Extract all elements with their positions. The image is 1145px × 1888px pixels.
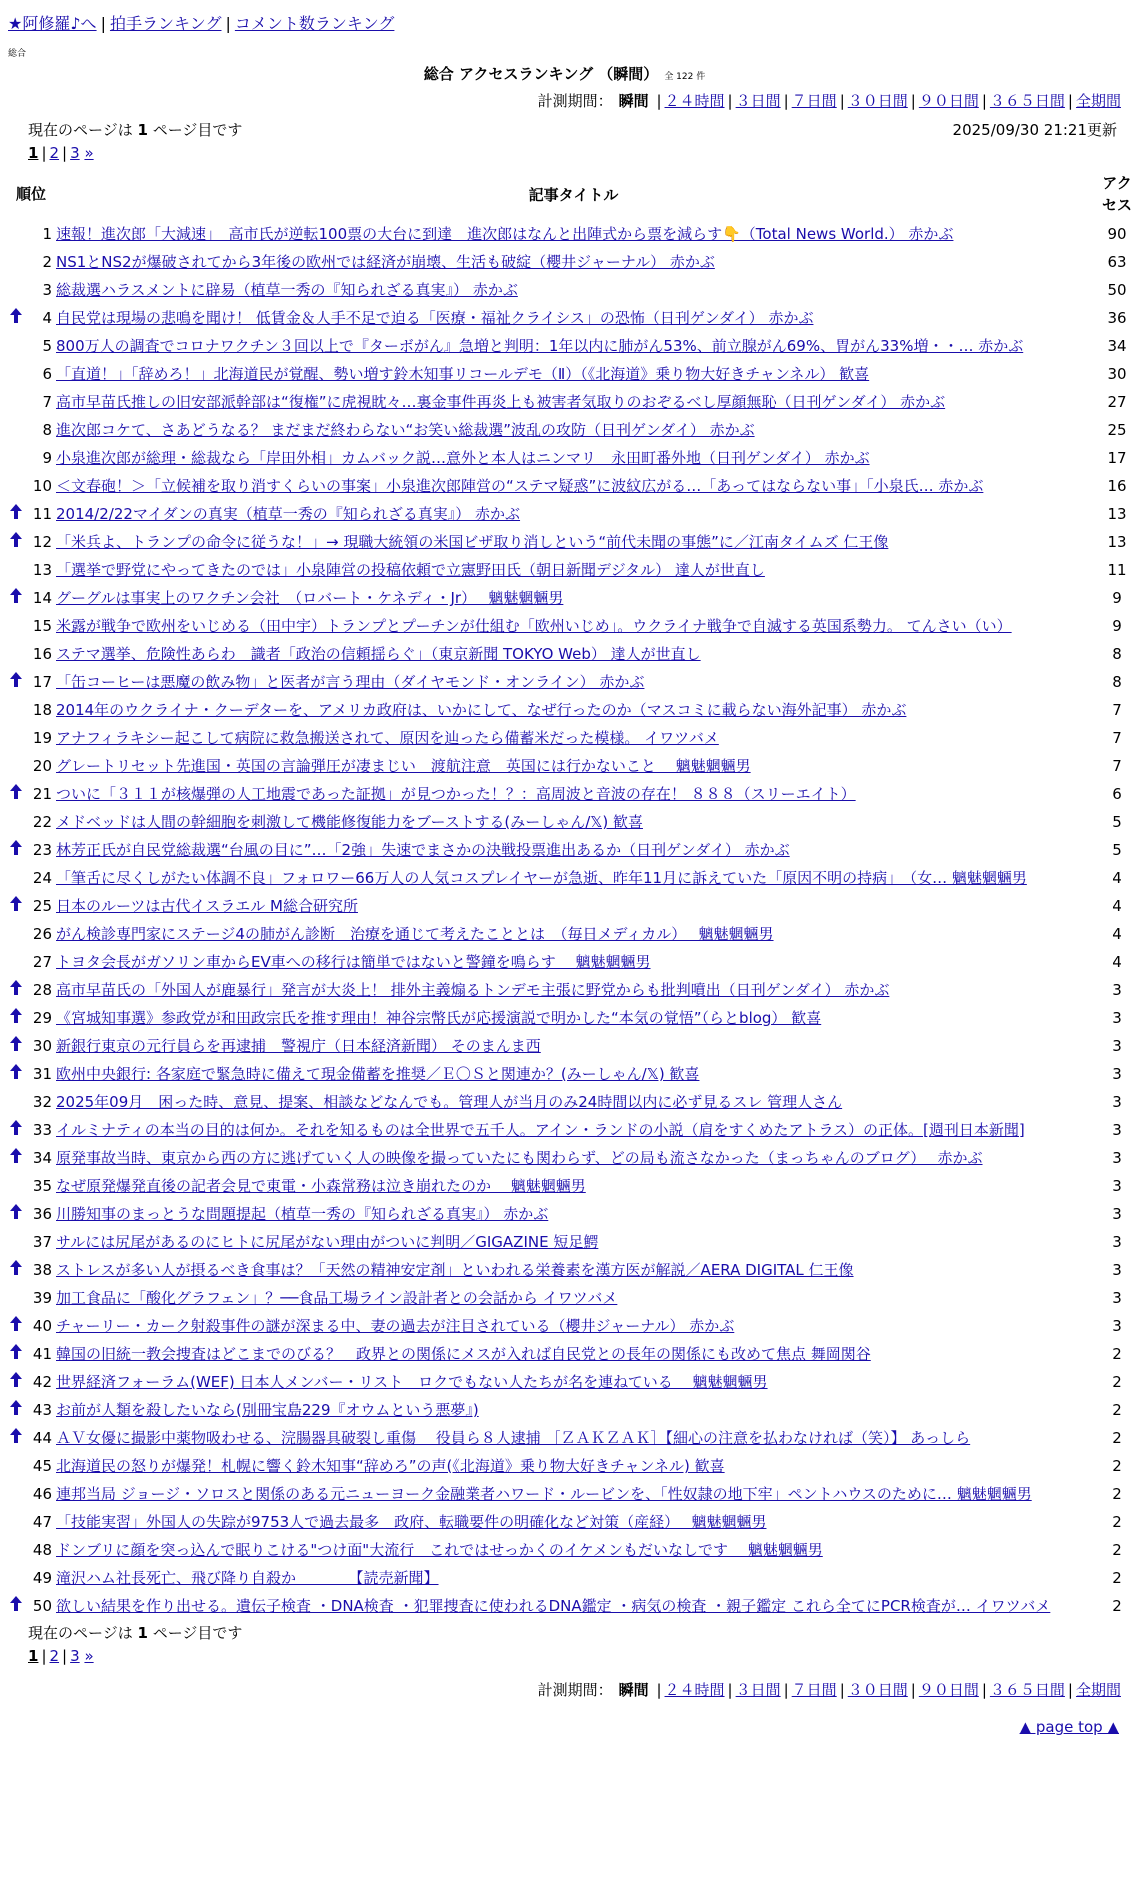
article-title-link[interactable]: 林芳正氏が自民党総裁選“台風の目に”…「2強」失速でまさかの決戦投票進出あるか（日刊ゲンダイ） 赤かぶ <box>56 841 790 859</box>
table-row <box>8 304 1141 332</box>
rank-number: 34 <box>32 1149 52 1167</box>
rank-number: 11 <box>32 505 52 523</box>
rank-number: 9 <box>42 449 52 467</box>
rank-number: 24 <box>32 869 52 887</box>
rank-number: 31 <box>32 1065 52 1083</box>
rank-up-arrow-icon <box>10 1401 22 1419</box>
table-row <box>8 1284 1141 1312</box>
rank-number: 42 <box>32 1373 52 1391</box>
access-count: 2 <box>1112 1457 1122 1475</box>
table-row <box>8 528 1141 556</box>
rank-number: 40 <box>32 1317 52 1335</box>
table-row <box>8 1256 1141 1284</box>
rank-number: 10 <box>32 477 52 495</box>
table-row <box>8 276 1141 304</box>
table-row <box>8 780 1141 808</box>
rank-up-arrow-icon <box>10 981 22 999</box>
rank-number: 38 <box>32 1261 52 1279</box>
period-separator: | <box>1067 92 1073 110</box>
period-link[interactable]: 全期間 <box>1075 92 1121 110</box>
period-link[interactable]: ３６５日間 <box>989 92 1065 110</box>
page-info-row-bottom <box>8 1622 1121 1643</box>
rank-number: 46 <box>32 1485 52 1503</box>
article-title-link[interactable]: 北海道民の怒りが爆発！札幌に響く鈴木知事“辞めろ”の声(《北海道》乗り物大好きチャンネル) 歓喜 <box>56 1457 725 1475</box>
period-link[interactable]: ３日間 <box>735 92 781 110</box>
page-link[interactable]: 3 <box>70 144 80 162</box>
current-page: 1 <box>28 144 39 162</box>
category-label: 総合 <box>8 49 27 59</box>
current-page-number: 1 <box>137 1624 148 1642</box>
article-title-link[interactable]: ついに「３１１が核爆弾の人工地震であった証拠」が見つかった！？：高周波と音波の存在！ ８８８（スリーエイト） <box>56 785 856 803</box>
access-count: 9 <box>1112 617 1122 635</box>
rank-up-arrow-icon <box>10 533 22 551</box>
rank-number: 32 <box>32 1093 52 1111</box>
access-count: 9 <box>1112 589 1122 607</box>
pager-separator: | <box>62 1647 68 1665</box>
table-row <box>8 1564 1141 1592</box>
period-link[interactable]: ７日間 <box>791 1681 837 1699</box>
access-count: 7 <box>1112 729 1122 747</box>
table-row <box>8 1116 1141 1144</box>
access-count: 2 <box>1112 1345 1122 1363</box>
table-row <box>8 836 1141 864</box>
rank-number: 2 <box>42 253 52 271</box>
article-title-link[interactable]: ＜文春砲！＞「立候補を取り消すくらいの事案」小泉進次郎陣営の“ステマ疑惑”に波紋広がる…「あってはならない事」「小泉氏… 赤かぶ <box>56 477 984 495</box>
rank-up-arrow-icon <box>10 1009 22 1027</box>
page-top-row <box>8 1718 1121 1736</box>
pager-separator: | <box>41 144 47 162</box>
article-title-link[interactable]: アナフィラキシー起こして病院に救急搬送されて、原因を辿ったら備蓄米だった模様。 イワツバメ <box>56 729 719 747</box>
period-separator: | <box>727 1681 733 1699</box>
current-page: 1 <box>28 1647 39 1665</box>
article-title-link[interactable]: 世界経済フォーラム(WEF) 日本人メンバー・リスト ロクでもない人たちが名を連ねている 魑魅魍魎男 <box>56 1373 768 1391</box>
article-title-link[interactable]: グレートリセット先進国・英国の言論弾圧が凄まじい 渡航注意 英国には行かないこと 魑魅魍魎男 <box>56 757 751 775</box>
article-title-link[interactable]: NS1とNS2が爆破されてから3年後の欧州では経済が崩壊、生活も破綻（櫻井ジャーナル） 赤かぶ <box>56 253 715 271</box>
nav-separator: | <box>225 14 231 33</box>
access-count: 25 <box>1107 421 1127 439</box>
rank-number: 14 <box>32 589 52 607</box>
article-title-link[interactable]: 加工食品に「酸化グラフェン」？──食品工場ライン設計者との会話から イワツバメ <box>56 1289 618 1307</box>
period-separator: | <box>839 1681 845 1699</box>
article-title-link[interactable]: 「選挙で野党にやってきたのでは」小泉陣営の投稿依頼で立憲野田氏（朝日新聞デジタル） 達人が世直し <box>56 561 765 579</box>
table-row <box>8 1088 1141 1116</box>
table-row <box>8 556 1141 584</box>
period-selector-bottom <box>8 1679 1121 1700</box>
period-separator: | <box>656 92 662 110</box>
article-title-link[interactable]: 「直道！」「辞めろ！」北海道民が覚醒、勢い増す鈴木知事リコールデモ（Ⅱ）（《北海道》乗り物大好きチャンネル） 歓喜 <box>56 365 870 383</box>
rank-number: 36 <box>32 1205 52 1223</box>
access-count: 5 <box>1112 813 1122 831</box>
table-row <box>8 920 1141 948</box>
rank-up-arrow-icon <box>10 1149 22 1167</box>
rank-number: 20 <box>32 757 52 775</box>
access-count: 13 <box>1107 533 1127 551</box>
rank-number: 35 <box>32 1177 52 1195</box>
rank-number: 29 <box>32 1009 52 1027</box>
rank-number: 16 <box>32 645 52 663</box>
article-title-link[interactable]: 米露が戦争で欧州をいじめる（田中宇）トランプとプーチンが仕組む「欧州いじめ」。ウクライナ戦争で自滅する英国系勢力。 てんさい（い） <box>56 617 1012 635</box>
access-count: 3 <box>1112 1289 1122 1307</box>
article-title-link[interactable]: 2014年のウクライナ・クーデターを、アメリカ政府は、いかにして、なぜ行ったのか（マスコミに載らない海外記事） 赤かぶ <box>56 701 907 719</box>
rank-number: 7 <box>42 393 52 411</box>
pager-separator: | <box>41 1647 47 1665</box>
article-title-link[interactable]: 韓国の旧統一教会捜査はどこまでのびる？ 政界との関係にメスが入れば自民党との長年の関係にも改めて焦点 舞岡関谷 <box>56 1345 871 1363</box>
period-selector <box>8 90 1121 111</box>
article-title-link[interactable]: ステマ選挙、危険性あらわ 識者「政治の信頼揺らぐ」（東京新聞 TOKYO Web） 達人が世直し <box>56 645 701 663</box>
title-column-header: 記事タイトル <box>528 185 619 204</box>
access-count: 13 <box>1107 505 1127 523</box>
access-count: 63 <box>1107 253 1127 271</box>
article-title-link[interactable]: 原発事故当時、東京から西の方に逃げていく人の映像を撮っていたにも関わらず、どの局も流さなかった（まっちゃんのブログ） 赤かぶ <box>56 1149 983 1167</box>
article-title-link[interactable]: 「技能実習」外国人の失踪が9753人で過去最多 政府、転職要件の明確化など対策（産経） 魑魅魍魎男 <box>56 1513 767 1531</box>
period-current: 瞬間 <box>618 1681 649 1699</box>
period-separator: | <box>910 92 916 110</box>
period-link[interactable]: ９０日間 <box>918 92 979 110</box>
access-count: 3 <box>1112 1261 1122 1279</box>
table-row <box>8 1172 1141 1200</box>
article-title-link[interactable]: チャーリー・カーク射殺事件の謎が深まる中、妻の過去が注目されている（櫻井ジャーナル） 赤かぶ <box>56 1317 735 1335</box>
rank-up-arrow-icon <box>10 1065 22 1083</box>
table-row <box>8 1368 1141 1396</box>
article-title-link[interactable]: なぜ原発爆発直後の記者会見で東電・小森常務は泣き崩れたのか 魑魅魍魎男 <box>56 1177 586 1195</box>
table-row <box>8 1508 1141 1536</box>
rank-up-arrow-icon <box>10 1597 22 1615</box>
period-current: 瞬間 <box>618 92 649 110</box>
rank-up-arrow-icon <box>10 897 22 915</box>
access-count: 3 <box>1112 981 1122 999</box>
table-row <box>8 584 1141 612</box>
article-title-link[interactable]: メドベッドは人間の幹細胞を刺激して機能修復能力をブーストする(みーしゃん/𝕏) 歓喜 <box>56 813 643 831</box>
access-count: 11 <box>1107 561 1127 579</box>
article-title-link[interactable]: 速報！進次郎「大減速」 高市氏が逆転100票の大台に到達 進次郎はなんと出陣式から票を減らす👇（Total News World.） 赤かぶ <box>56 225 954 243</box>
access-count: 3 <box>1112 1233 1122 1251</box>
table-row <box>8 1592 1141 1620</box>
rank-number: 1 <box>42 225 52 243</box>
article-title-link[interactable]: 「缶コーヒーは悪魔の飲み物」と医者が言う理由（ダイヤモンド・オンライン） 赤かぶ <box>56 673 645 691</box>
access-column-header: アクセス <box>1101 174 1132 214</box>
table-header <box>8 168 1141 220</box>
article-title-link[interactable]: 2014/2/22マイダンの真実（植草一秀の『知られざる真実』） 赤かぶ <box>56 505 521 523</box>
article-title-link[interactable]: イルミナティの本当の目的は何か。それを知るものは全世界で五千人。アイン・ランドの小説（肩をすくめたアトラス）の正体。[週刊日本新聞] <box>56 1121 1025 1139</box>
article-title-link[interactable]: 自民党は現場の悲鳴を聞け！ 低賃金＆人手不足で迫る「医療・福祉クライシス」の恐怖（日刊ゲンダイ） 赤かぶ <box>56 309 814 327</box>
table-row <box>8 1144 1141 1172</box>
rank-number: 18 <box>32 701 52 719</box>
rank-up-arrow-icon <box>10 1317 22 1335</box>
rank-number: 33 <box>32 1121 52 1139</box>
table-row <box>8 640 1141 668</box>
rank-up-arrow-icon <box>10 1261 22 1279</box>
article-title-link[interactable]: 総裁選ハラスメントに辟易（植草一秀の『知られざる真実』） 赤かぶ <box>56 281 518 299</box>
article-title-link[interactable]: 日本のルーツは古代イスラエル M総合研究所 <box>56 897 358 915</box>
access-count: 2 <box>1112 1429 1122 1447</box>
period-link[interactable]: ３日間 <box>735 1681 781 1699</box>
table-row <box>8 948 1141 976</box>
rank-number: 23 <box>32 841 52 859</box>
access-count: 2 <box>1112 1541 1122 1559</box>
table-row <box>8 332 1141 360</box>
rank-number: 44 <box>32 1429 52 1447</box>
article-title-link[interactable]: 進次郎コケて、さあどうなる？ まだまだ終わらない“お笑い総裁選”波乱の攻防（日刊ゲンダイ） 赤かぶ <box>56 421 755 439</box>
access-count: 3 <box>1112 1009 1122 1027</box>
access-count: 30 <box>1107 365 1127 383</box>
period-separator: | <box>910 1681 916 1699</box>
pager-separator: | <box>62 144 68 162</box>
rank-number: 27 <box>32 953 52 971</box>
table-row <box>8 1536 1141 1564</box>
rank-column-header: 順位 <box>15 185 46 203</box>
table-row <box>8 1396 1141 1424</box>
page-info: 現在のページは 1 ページ目です <box>28 121 243 139</box>
period-link[interactable]: ３０日間 <box>847 92 908 110</box>
period-separator: | <box>727 92 733 110</box>
table-row <box>8 892 1141 920</box>
article-title-link[interactable]: ドンブリに顔を突っ込んで眠りこける"つけ面"大流行 これではせっかくのイケメンもだいなしです 魑魅魍魎男 <box>56 1541 823 1559</box>
rank-number: 22 <box>32 813 52 831</box>
period-separator: | <box>1067 1681 1073 1699</box>
table-row <box>8 808 1141 836</box>
access-count: 4 <box>1112 953 1122 971</box>
rank-number: 37 <box>32 1233 52 1251</box>
access-count: 3 <box>1112 1093 1122 1111</box>
period-link[interactable]: 全期間 <box>1075 1681 1121 1699</box>
access-count: 50 <box>1107 281 1127 299</box>
period-separator: | <box>783 1681 789 1699</box>
access-count: 2 <box>1112 1569 1122 1587</box>
table-row <box>8 500 1141 528</box>
access-count: 4 <box>1112 869 1122 887</box>
article-title-link[interactable]: 連邦当局 ジョージ・ソロスと関係のある元ニューヨーク金融業者ハワード・ルービンを、「性奴隷の地下牢」ペントハウスのために… 魑魅魍魎男 <box>56 1485 1032 1503</box>
access-count: 8 <box>1112 673 1122 691</box>
rank-number: 13 <box>32 561 52 579</box>
rank-up-arrow-icon <box>10 589 22 607</box>
period-separator: | <box>839 92 845 110</box>
rank-up-arrow-icon <box>10 1345 22 1363</box>
article-title-link[interactable]: 800万人の調査でコロナワクチン３回以上で『ターボがん』急増と判明：1年以内に肺がん53%、前立腺がん69%、胃がん33%増・・… 赤かぶ <box>56 337 1024 355</box>
rank-number: 19 <box>32 729 52 747</box>
table-row <box>8 220 1141 248</box>
rank-number: 49 <box>32 1569 52 1587</box>
table-row <box>8 248 1141 276</box>
table-row <box>8 1228 1141 1256</box>
period-separator: | <box>981 92 987 110</box>
rank-number: 15 <box>32 617 52 635</box>
period-link[interactable]: ２４時間 <box>664 1681 725 1699</box>
pager-bottom <box>8 1647 1121 1665</box>
rank-up-arrow-icon <box>10 673 22 691</box>
ranking-title: 総合 アクセスランキング （瞬間） <box>423 65 659 83</box>
article-title-link[interactable]: トヨタ会長がガソリン車からEV車への移行は簡単ではないと警鐘を鳴らす 魑魅魍魎男 <box>56 953 651 971</box>
article-title-link[interactable]: 川勝知事のまっとうな問題提起（植草一秀の『知られざる真実』） 赤かぶ <box>56 1205 549 1223</box>
access-count: 2 <box>1112 1401 1122 1419</box>
article-title-link[interactable]: 小泉進次郎が総理・総裁なら「岸田外相」カムバック説…意外と本人はニンマリ 永田町番外地（日刊ゲンダイ） 赤かぶ <box>56 449 870 467</box>
access-count: 17 <box>1107 449 1127 467</box>
access-count: 7 <box>1112 701 1122 719</box>
article-title-link[interactable]: 高市早苗氏の「外国人が鹿暴行」発言が大炎上！ 排外主義煽るトンデモ主張に野党からも批判噴出（日刊ゲンダイ） 赤かぶ <box>56 981 890 999</box>
table-row <box>8 612 1141 640</box>
period-link[interactable]: ３６５日間 <box>989 1681 1065 1699</box>
rank-number: 47 <box>32 1513 52 1531</box>
access-count: 4 <box>1112 897 1122 915</box>
access-count: 3 <box>1112 1317 1122 1335</box>
table-row <box>8 1424 1141 1452</box>
access-count: 6 <box>1112 785 1122 803</box>
table-row <box>8 1004 1141 1032</box>
access-count: 27 <box>1107 393 1127 411</box>
access-count: 4 <box>1112 925 1122 943</box>
period-link[interactable]: ３０日間 <box>847 1681 908 1699</box>
rank-number: 30 <box>32 1037 52 1055</box>
page-info: 現在のページは 1 ページ目です <box>28 1624 243 1642</box>
period-separator: | <box>981 1681 987 1699</box>
period-separator: | <box>783 92 789 110</box>
article-title-link[interactable]: 「米兵よ、トランプの命令に従うな！」→ 現職大統領の米国ビザ取り消しという“前代未聞の事態”に／江南タイムズ 仁王像 <box>56 533 889 551</box>
article-title-link[interactable]: 新銀行東京の元行員らを再逮捕 警視庁（日本経済新聞） そのまんま西 <box>56 1037 541 1055</box>
access-count: 16 <box>1107 477 1127 495</box>
period-link[interactable]: ２４時間 <box>664 92 725 110</box>
period-label: 計測期間： <box>537 1681 613 1699</box>
updated-timestamp: 2025/09/30 21:21更新 <box>952 121 1117 139</box>
clap-ranking-link[interactable]: 拍手ランキング <box>109 14 222 33</box>
table-row <box>8 444 1141 472</box>
access-count: 90 <box>1107 225 1127 243</box>
article-title-link[interactable]: 欲しい結果を作り出せる。遺伝子検査 ・DNA検査 ・犯罪捜査に使われるDNA鑑定 ・病気の検査 ・親子鑑定 これら全てにPCR検査が… イワツバメ <box>56 1597 1051 1615</box>
current-page-number: 1 <box>137 121 148 139</box>
article-title-link[interactable]: サルには尻尾があるのにヒトに尻尾がない理由がついに判明／GIGAZINE 短足鰐 <box>56 1233 599 1251</box>
rank-up-arrow-icon <box>10 309 22 327</box>
period-link[interactable]: ９０日間 <box>918 1681 979 1699</box>
item-count: 全 122 件 <box>664 72 706 82</box>
nav-separator: | <box>100 14 106 33</box>
home-link[interactable]: ★阿修羅♪へ <box>8 14 97 33</box>
top-nav <box>8 12 1121 36</box>
access-count: 2 <box>1112 1597 1122 1615</box>
table-row <box>8 1312 1141 1340</box>
rank-number: 39 <box>32 1289 52 1307</box>
access-count: 3 <box>1112 1205 1122 1223</box>
article-title-link[interactable]: 「筆舌に尽くしがたい体調不良」フォロワー66万人の人気コスプレイヤーが急逝、昨年11月に訴えていた「原因不明の持病」 （女… 魑魅魍魎男 <box>56 869 1027 887</box>
access-count: 2 <box>1112 1485 1122 1503</box>
page-info-row <box>8 119 1121 140</box>
article-title-link[interactable]: お前が人類を殺したいなら(別冊宝島229『オウムという悪夢』) <box>56 1401 479 1419</box>
rank-up-arrow-icon <box>10 1205 22 1223</box>
rank-number: 17 <box>32 673 52 691</box>
table-row <box>8 1032 1141 1060</box>
rank-number: 12 <box>32 533 52 551</box>
rank-up-arrow-icon <box>10 785 22 803</box>
page-top-link[interactable]: ▲ page top ▲ <box>1019 1718 1119 1736</box>
article-title-link[interactable]: ストレスが多い人が摂るべき食事は？「天然の精神安定剤」といわれる栄養素を漢方医が解説／AERA DIGITAL 仁王像 <box>56 1261 854 1279</box>
rank-up-arrow-icon <box>10 1121 22 1139</box>
access-count: 2 <box>1112 1373 1122 1391</box>
rank-number: 4 <box>42 309 52 327</box>
table-row <box>8 360 1141 388</box>
table-row <box>8 1452 1141 1480</box>
access-count: 3 <box>1112 1037 1122 1055</box>
table-row <box>8 416 1141 444</box>
access-count: 36 <box>1107 309 1127 327</box>
rank-number: 21 <box>32 785 52 803</box>
rank-number: 5 <box>42 337 52 355</box>
next-page-link[interactable]: » <box>84 144 94 162</box>
table-row <box>8 1340 1141 1368</box>
access-count: 3 <box>1112 1121 1122 1139</box>
access-count: 5 <box>1112 841 1122 859</box>
table-row <box>8 388 1141 416</box>
access-count: 2 <box>1112 1513 1122 1531</box>
page-link[interactable]: 2 <box>49 144 60 162</box>
page-link[interactable]: 2 <box>49 1647 60 1665</box>
rank-number: 6 <box>42 365 52 383</box>
access-count: 3 <box>1112 1149 1122 1167</box>
rank-number: 26 <box>32 925 52 943</box>
table-row <box>8 472 1141 500</box>
rank-up-arrow-icon <box>10 1037 22 1055</box>
article-title-link[interactable]: がん検診専門家にステージ4の肺がん診断 治療を通じて考えたこととは （毎日メディカル） 魑魅魍魎男 <box>56 925 774 943</box>
table-row <box>8 1060 1141 1088</box>
article-title-link[interactable]: ＡＶ女優に撮影中薬物吸わせる、浣腸器具破裂し重傷 役員ら８人逮捕 ［ＺＡＫＺＡＫ］【細心の注意を払わなければ（笑）】 あっしら <box>56 1429 971 1447</box>
comment-ranking-link[interactable]: コメント数ランキング <box>234 14 395 33</box>
table-row <box>8 864 1141 892</box>
table-row <box>8 668 1141 696</box>
access-count: 3 <box>1112 1177 1122 1195</box>
table-row <box>8 696 1141 724</box>
rank-number: 8 <box>42 421 52 439</box>
article-title-link[interactable]: 2025年09月 困った時、意見、提案、相談などなんでも。管理人が当月のみ24時間以内に必ず見るスレ 管理人さん <box>56 1093 843 1111</box>
period-link[interactable]: ７日間 <box>791 92 837 110</box>
article-title-link[interactable]: 《宮城知事選》参政党が和田政宗氏を推す理由！神谷宗幣氏が応援演説で明かした“本気の覚悟”（らとblog） 歓喜 <box>56 1009 822 1027</box>
period-label: 計測期間： <box>537 92 613 110</box>
access-count: 7 <box>1112 757 1122 775</box>
rank-up-arrow-icon <box>10 505 22 523</box>
rank-number: 45 <box>32 1457 52 1475</box>
rank-up-arrow-icon <box>10 1429 22 1447</box>
rank-up-arrow-icon <box>10 1373 22 1391</box>
table-row <box>8 1200 1141 1228</box>
rank-number: 41 <box>32 1345 52 1363</box>
article-title-link[interactable]: 高市早苗氏推しの旧安部派幹部は“復権”に虎視眈々…裏金事件再炎上も被害者気取りのおぞるべし厚顔無恥（日刊ゲンダイ） 赤かぶ <box>56 393 946 411</box>
rank-number: 50 <box>32 1597 52 1615</box>
page-link[interactable]: 3 <box>70 1647 80 1665</box>
access-count: 34 <box>1107 337 1127 355</box>
access-count: 8 <box>1112 645 1122 663</box>
article-title-link[interactable]: グーグルは事実上のワクチン会社 （ロバート・ケネディ・Jr） 魑魅魍魎男 <box>56 589 564 607</box>
rank-number: 25 <box>32 897 52 915</box>
table-row <box>8 976 1141 1004</box>
table-row <box>8 1480 1141 1508</box>
access-count: 3 <box>1112 1065 1122 1083</box>
period-separator: | <box>656 1681 662 1699</box>
rank-number: 48 <box>32 1541 52 1559</box>
pager <box>8 144 1121 162</box>
ranking-table <box>8 168 1141 1620</box>
table-row <box>8 724 1141 752</box>
ranking-heading <box>8 63 1121 84</box>
next-page-link[interactable]: » <box>84 1647 94 1665</box>
rank-number: 28 <box>32 981 52 999</box>
rank-number: 43 <box>32 1401 52 1419</box>
table-row <box>8 752 1141 780</box>
article-title-link[interactable]: 欧州中央銀行: 各家庭で緊急時に備えて現金備蓄を推奨／Ｅ〇Ｓと関連か？(みーしゃん/𝕏) 歓喜 <box>56 1065 700 1083</box>
rank-number: 3 <box>42 281 52 299</box>
rank-up-arrow-icon <box>10 841 22 859</box>
article-title-link[interactable]: 滝沢ハム社長死亡、飛び降り自殺か 【読売新聞】 <box>56 1569 439 1587</box>
